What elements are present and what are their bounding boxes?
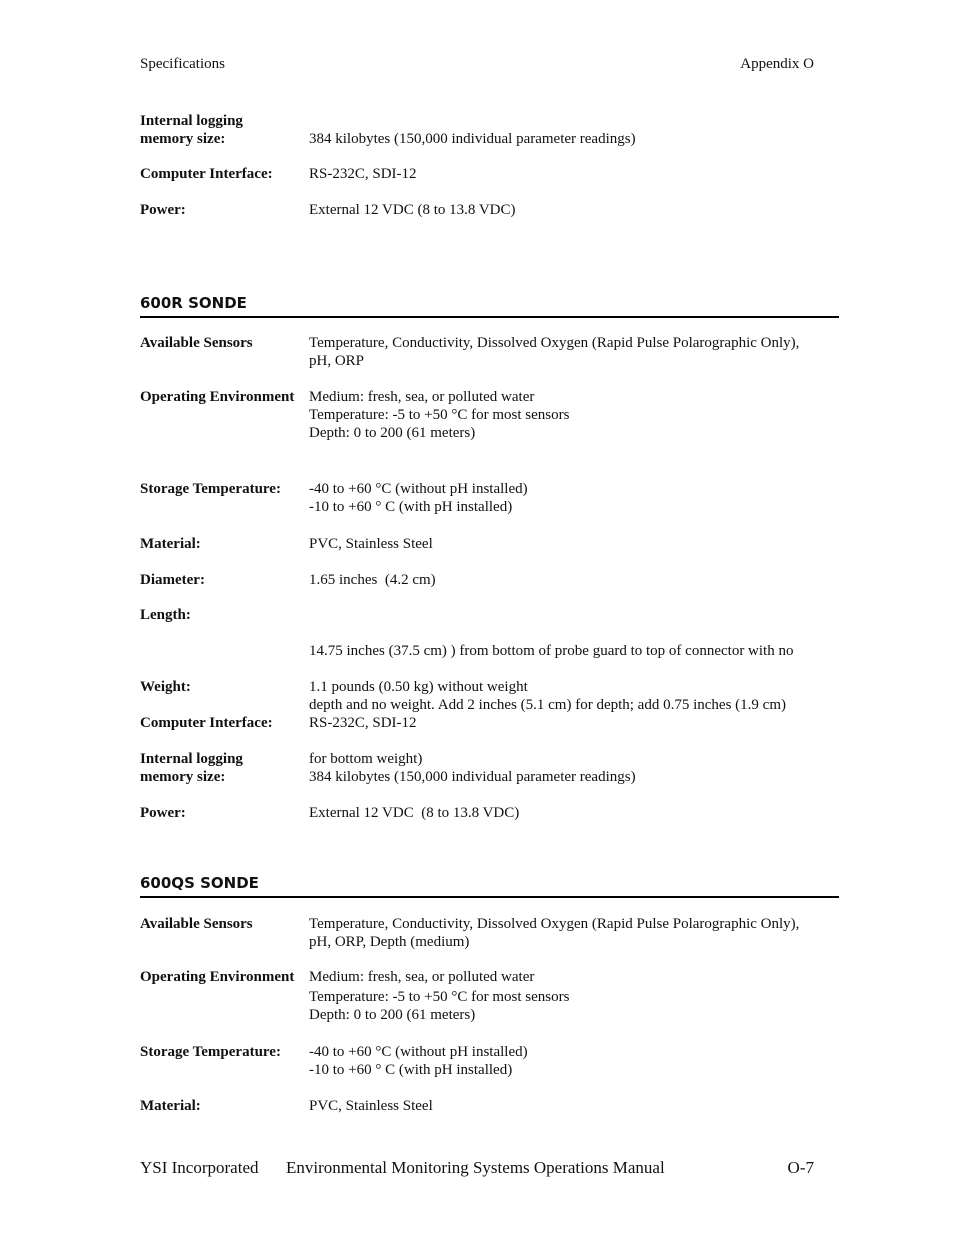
spec-value: RS-232C, SDI-12: [309, 715, 417, 731]
spec-value: -40 to +60 °C (without pH installed) -10 to +60 ° C (with pH installed): [309, 1044, 528, 1078]
spec-label: Available Sensors: [140, 335, 253, 351]
spec-label: Length:: [140, 607, 191, 623]
spec-value: Temperature, Conductivity, Dissolved Oxygen (Rapid Pulse Polarographic Only), pH, ORP, Depth (medium): [309, 916, 800, 950]
spec-label: Material:: [140, 536, 201, 552]
page-footer: [140, 1158, 814, 1180]
spec-label: Operating Environment: [140, 969, 295, 985]
spec-label: Computer Interface:: [140, 166, 273, 182]
spec-label: Diameter:: [140, 572, 205, 588]
spec-label: Storage Temperature:: [140, 1044, 281, 1060]
spec-value: 1.65 inches (4.2 cm): [309, 572, 436, 588]
spec-label: Operating Environment: [140, 389, 295, 405]
spec-label: Power:: [140, 202, 186, 218]
section-heading-600r: 600R SONDE: [140, 294, 839, 318]
spec-value: External 12 VDC (8 to 13.8 VDC): [309, 202, 516, 218]
spec-value: 14.75 inches (37.5 cm) ) from bottom of probe guard to top of connector with no depth and no weight. Add 2 inches (5.1 cm) for depth; add 0.75 inches (1.9 cm) for bottom weight): [309, 643, 794, 767]
spec-label: Internal logging memory size:: [140, 751, 243, 785]
header-section-title: Specifications: [140, 56, 225, 72]
section-heading-600qs: 600QS SONDE: [140, 874, 839, 898]
footer-company: YSI Incorporated: [140, 1158, 259, 1177]
spec-label: Power:: [140, 805, 186, 821]
spec-value: Temperature, Conductivity, Dissolved Oxygen (Rapid Pulse Polarographic Only), pH, ORP: [309, 335, 800, 369]
spec-label: Internal logging memory size:: [140, 113, 243, 147]
spec-label: Material:: [140, 1098, 201, 1114]
spec-value: 384 kilobytes (150,000 individual parameter readings): [309, 131, 636, 147]
spec-value: Medium: fresh, sea, or polluted water Temperature: -5 to +50 °C for most sensors Depth: 0 to 200 (61 meters): [309, 969, 570, 1023]
spec-value: -40 to +60 °C (without pH installed) -10 to +60 ° C (with pH installed): [309, 481, 528, 515]
spec-value: Medium: fresh, sea, or polluted water Temperature: -5 to +50 °C for most sensors Depth: 0 to 200 (61 meters): [309, 389, 570, 441]
spec-label: Storage Temperature:: [140, 481, 281, 497]
spec-value: External 12 VDC (8 to 13.8 VDC): [309, 805, 520, 821]
footer-page-number: O-7: [787, 1158, 814, 1177]
footer-manual-title: Environmental Monitoring Systems Operations Manual: [286, 1158, 665, 1177]
spec-value: 384 kilobytes (150,000 individual parameter readings): [309, 769, 636, 785]
page-header: [140, 56, 814, 76]
header-appendix: Appendix O: [740, 56, 814, 72]
spec-label: Weight:: [140, 679, 191, 695]
spec-value: RS-232C, SDI-12: [309, 166, 417, 182]
spec-label: Available Sensors: [140, 916, 253, 932]
spec-value: PVC, Stainless Steel: [309, 1098, 433, 1114]
spec-value: 1.1 pounds (0.50 kg) without weight: [309, 679, 528, 695]
spec-value: PVC, Stainless Steel: [309, 536, 433, 552]
spec-label: Computer Interface:: [140, 715, 273, 731]
